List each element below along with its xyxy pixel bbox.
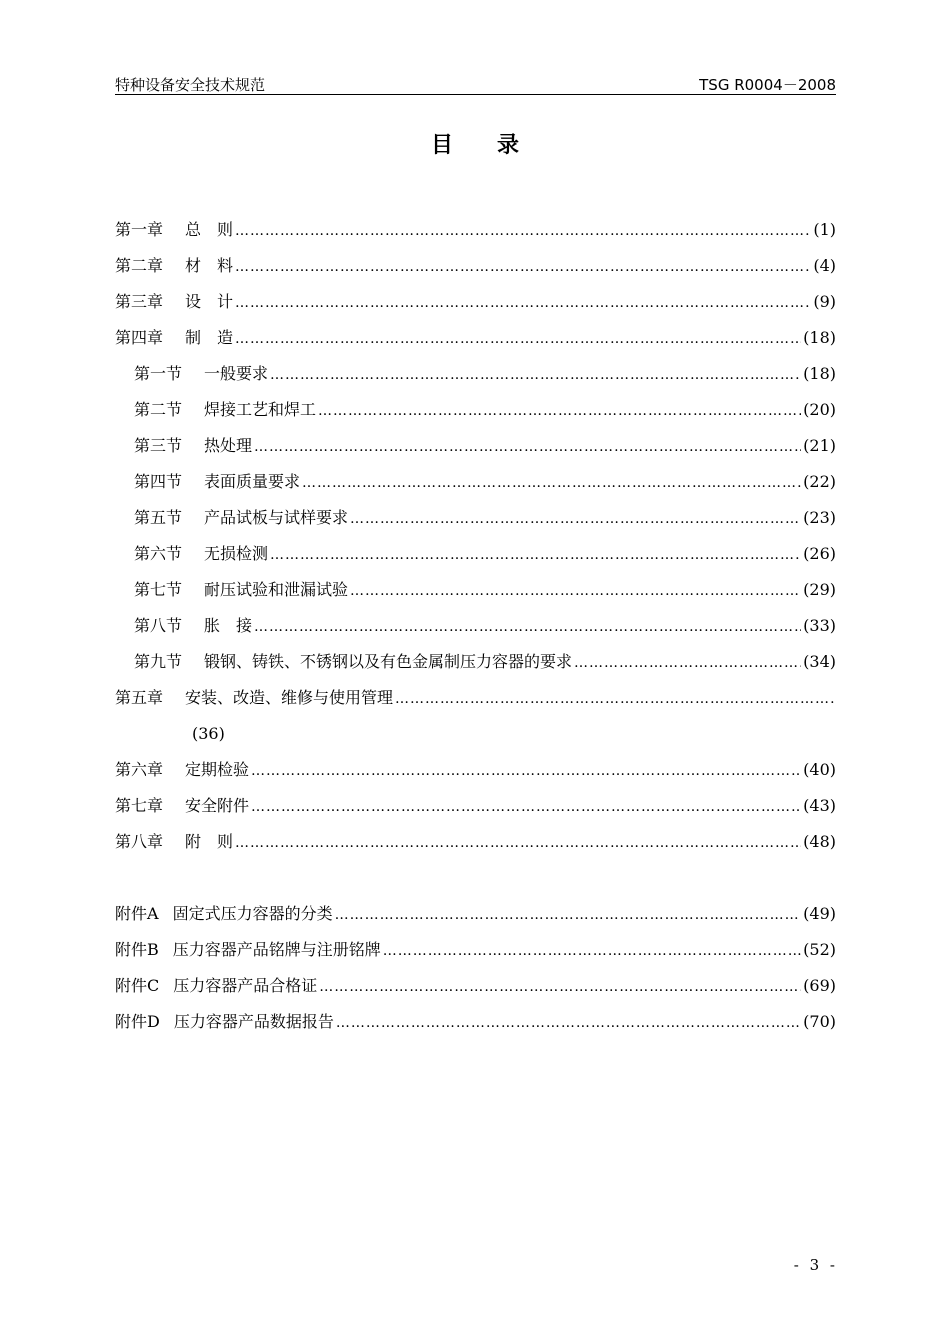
leader-dots bbox=[395, 681, 834, 717]
leader-dots bbox=[574, 645, 801, 681]
leader-dots bbox=[254, 429, 801, 465]
toc-title bbox=[0, 128, 950, 159]
toc-title-char-2: 录 bbox=[497, 133, 520, 158]
leader-dots bbox=[302, 465, 801, 501]
toc-entry-chapter-5[interactable]: 第五章 安装、改造、维修与使用管理 ………………………………………………………………………………………………………………………………………………………………………………………………………… bbox=[115, 680, 836, 716]
page-header bbox=[115, 76, 836, 95]
toc-spacer bbox=[115, 860, 836, 896]
leader-dots bbox=[350, 501, 801, 537]
leader-dots bbox=[270, 357, 801, 393]
toc-entry-chapter-5-page[interactable]: (36) bbox=[192, 724, 225, 743]
leader-dots bbox=[235, 285, 811, 321]
toc-entry-section-4-9[interactable]: 第九节 锻钢、铸铁、不锈钢以及有色金属制压力容器的要求 ………………………………………………………………………………………………………………………………………………………………………………………………………… (34) bbox=[115, 644, 836, 680]
leader-dots bbox=[270, 537, 801, 573]
toc-entry-appendix-c[interactable]: 附件C 压力容器产品合格证 ………………………………………………………………………………………………………………………………………………………………………………………………………… (69) bbox=[115, 968, 836, 1004]
toc-entry-appendix-d[interactable]: 附件D 压力容器产品数据报告 ………………………………………………………………………………………………………………………………………………………………………………………………………… (70) bbox=[115, 1004, 836, 1040]
toc-entry-section-4-4[interactable]: 第四节 表面质量要求 ………………………………………………………………………………………………………………………………………………………………………………………………………… (22) bbox=[115, 464, 836, 500]
toc-title-char-1: 目 bbox=[430, 133, 453, 158]
toc-entry-chapter-6[interactable]: 第六章 定期检验 ………………………………………………………………………………………………………………………………………………………………………………………………………… (40) bbox=[115, 752, 836, 788]
toc-entry-chapter-7[interactable]: 第七章 安全附件 ………………………………………………………………………………………………………………………………………………………………………………………………………… (43) bbox=[115, 788, 836, 824]
leader-dots bbox=[335, 897, 802, 933]
leader-dots bbox=[235, 249, 811, 285]
leader-dots bbox=[235, 213, 811, 249]
leader-dots bbox=[254, 609, 801, 645]
header-spec-code: TSG R0004－2008 bbox=[699, 76, 836, 94]
leader-dots bbox=[383, 933, 801, 969]
toc-entry-chapter-1[interactable]: 第一章 总 则 ………………………………………………………………………………………………………………………………………………………………………………………………………… (1) bbox=[115, 212, 836, 248]
toc-entry-appendix-a[interactable]: 附件A 固定式压力容器的分类 ………………………………………………………………………………………………………………………………………………………………………………………………………… (49) bbox=[115, 896, 836, 932]
toc-entry-section-4-7[interactable]: 第七节 耐压试验和泄漏试验 ………………………………………………………………………………………………………………………………………………………………………………………………………… (29) bbox=[115, 572, 836, 608]
leader-dots bbox=[235, 321, 801, 357]
toc-entry-section-4-3[interactable]: 第三节 热处理 ………………………………………………………………………………………………………………………………………………………………………………………………………… (21) bbox=[115, 428, 836, 464]
leader-dots bbox=[318, 393, 801, 429]
leader-dots bbox=[251, 789, 801, 825]
leader-dots bbox=[336, 1005, 801, 1041]
leader-dots bbox=[235, 825, 801, 861]
header-spec-title: 特种设备安全技术规范 bbox=[115, 76, 266, 94]
leader-dots bbox=[350, 573, 801, 609]
toc-entry-appendix-b[interactable]: 附件B 压力容器产品铭牌与注册铭牌 ………………………………………………………………………………………………………………………………………………………………………………………………………… (52) bbox=[115, 932, 836, 968]
leader-dots bbox=[319, 969, 801, 1005]
page-number: - 3 - bbox=[793, 1256, 838, 1274]
toc-entry-section-4-1[interactable]: 第一节 一般要求 ………………………………………………………………………………………………………………………………………………………………………………………………………… (18) bbox=[115, 356, 836, 392]
toc-entry-section-4-2[interactable]: 第二节 焊接工艺和焊工 ………………………………………………………………………………………………………………………………………………………………………………………………………… (20) bbox=[115, 392, 836, 428]
toc-entry-section-4-8[interactable]: 第八节 胀 接 ………………………………………………………………………………………………………………………………………………………………………………………………………… (33) bbox=[115, 608, 836, 644]
toc-entry-chapter-2[interactable]: 第二章 材 料 ………………………………………………………………………………………………………………………………………………………………………………………………………… (4) bbox=[115, 248, 836, 284]
toc-entry-section-4-6[interactable]: 第六节 无损检测 ………………………………………………………………………………………………………………………………………………………………………………………………………… (26) bbox=[115, 536, 836, 572]
toc-entry-chapter-4[interactable]: 第四章 制 造 ………………………………………………………………………………………………………………………………………………………………………………………………………… (18) bbox=[115, 320, 836, 356]
toc-entry-section-4-5[interactable]: 第五节 产品试板与试样要求 ………………………………………………………………………………………………………………………………………………………………………………………………………… (23) bbox=[115, 500, 836, 536]
toc-entry-chapter-3[interactable]: 第三章 设 计 ………………………………………………………………………………………………………………………………………………………………………………………………………… (9) bbox=[115, 284, 836, 320]
table-of-contents bbox=[115, 212, 836, 1040]
leader-dots bbox=[251, 753, 801, 789]
toc-entry-chapter-8[interactable]: 第八章 附 则 ………………………………………………………………………………………………………………………………………………………………………………………………………… (48) bbox=[115, 824, 836, 860]
